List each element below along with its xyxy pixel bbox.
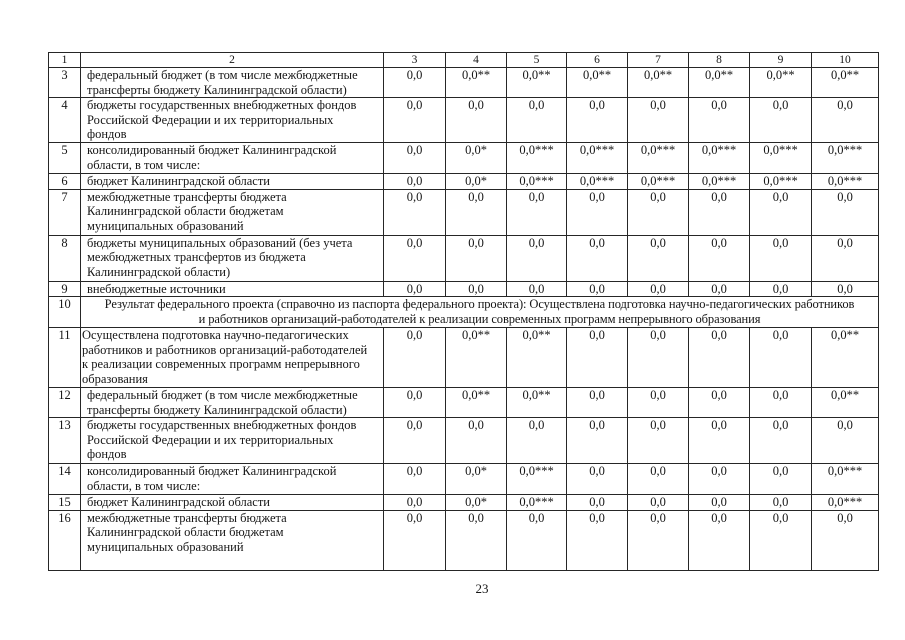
- value-cell: 0,0*: [446, 464, 507, 495]
- value-cell: 0,0***: [507, 495, 567, 511]
- value-cell: 0,0: [750, 328, 812, 388]
- value-cell: 0,0: [567, 495, 628, 511]
- description-line: Калининградской области): [87, 264, 231, 279]
- value-cell: 0,0: [567, 418, 628, 464]
- value-cell: 0,0***: [812, 143, 879, 174]
- row-description-cell: [81, 189, 384, 235]
- value-cell: 0,0: [812, 418, 879, 464]
- row-number-cell: 4: [49, 98, 81, 143]
- value-cell: 0,0: [507, 281, 567, 297]
- value-cell: 0,0***: [812, 174, 879, 190]
- description-line: федеральный бюджет (в том числе межбюджетные: [87, 68, 358, 82]
- value-cell: 0,0: [507, 235, 567, 281]
- value-cell: 0,0: [750, 510, 812, 570]
- row-description-cell: [81, 235, 384, 281]
- value-cell: 0,0**: [750, 68, 812, 98]
- table-row: [49, 388, 879, 418]
- row-number-cell: 15: [49, 495, 81, 511]
- value-cell: 0,0***: [507, 143, 567, 174]
- table-row: [49, 143, 879, 174]
- table-row: [49, 189, 879, 235]
- description-line: консолидированный бюджет Калининградской: [87, 143, 337, 157]
- value-cell: 0,0: [628, 388, 689, 418]
- value-cell: 0,0: [567, 464, 628, 495]
- description-line: области, в том числе:: [87, 157, 201, 172]
- value-cell: 0,0***: [628, 174, 689, 190]
- value-cell: 0,0: [567, 510, 628, 570]
- description-line: муниципальных образований: [87, 218, 244, 233]
- value-cell: 0,0***: [567, 143, 628, 174]
- value-cell: 0,0*: [446, 495, 507, 511]
- value-cell: 0,0: [628, 418, 689, 464]
- value-cell: 0,0**: [446, 68, 507, 98]
- value-cell: 0,0: [689, 328, 750, 388]
- value-cell: 0,0: [689, 189, 750, 235]
- budget-table: [48, 52, 879, 571]
- value-cell: 0,0: [689, 388, 750, 418]
- value-cell: 0,0***: [567, 174, 628, 190]
- value-cell: 0,0: [384, 510, 446, 570]
- column-number-cell: 4: [446, 53, 507, 68]
- row-description-cell: [81, 174, 384, 190]
- description-line: межбюджетные трансферты бюджета: [87, 510, 287, 525]
- table-row: [49, 98, 879, 143]
- value-cell: 0,0**: [507, 68, 567, 98]
- description-line: Российской Федерации и их территориальных: [87, 432, 334, 447]
- value-cell: 0,0: [507, 510, 567, 570]
- column-number-cell: 5: [507, 53, 567, 68]
- table-row: [49, 510, 879, 570]
- row-number-cell: 9: [49, 281, 81, 297]
- row-number-cell: 8: [49, 235, 81, 281]
- value-cell: 0,0**: [446, 388, 507, 418]
- value-cell: 0,0***: [812, 495, 879, 511]
- value-cell: 0,0: [384, 143, 446, 174]
- value-cell: 0,0: [689, 510, 750, 570]
- value-cell: 0,0: [750, 388, 812, 418]
- table-row: [49, 281, 879, 297]
- value-cell: 0,0: [384, 68, 446, 98]
- description-line: бюджет Калининградской области: [87, 174, 270, 188]
- table-row: [49, 328, 879, 388]
- value-cell: 0,0: [750, 189, 812, 235]
- description-line: работников и работников организаций-работодателей: [82, 342, 368, 357]
- value-cell: 0,0: [689, 418, 750, 464]
- value-cell: 0,0: [628, 510, 689, 570]
- column-number-cell: 1: [49, 53, 81, 68]
- value-cell: 0,0**: [628, 68, 689, 98]
- value-cell: 0,0: [750, 235, 812, 281]
- description-line: бюджеты государственных внебюджетных фондов: [87, 418, 357, 432]
- value-cell: 0,0: [567, 281, 628, 297]
- value-cell: 0,0: [567, 189, 628, 235]
- description-line: трансферты бюджету Калининградской области): [87, 402, 347, 417]
- column-number-cell: 3: [384, 53, 446, 68]
- value-cell: 0,0: [628, 495, 689, 511]
- table-row: [49, 418, 879, 464]
- table-row: [49, 68, 879, 98]
- table-header-row: [49, 53, 879, 68]
- value-cell: 0,0***: [750, 143, 812, 174]
- column-number-cell: 8: [689, 53, 750, 68]
- value-cell: 0,0: [628, 189, 689, 235]
- table-row: [49, 464, 879, 495]
- description-line: консолидированный бюджет Калининградской: [87, 464, 337, 478]
- value-cell: 0,0: [446, 281, 507, 297]
- row-description-cell: [81, 328, 384, 388]
- value-cell: 0,0*: [446, 174, 507, 190]
- row-description-cell: [81, 143, 384, 174]
- value-cell: 0,0: [812, 189, 879, 235]
- table-row: [49, 235, 879, 281]
- value-cell: 0,0: [750, 418, 812, 464]
- value-cell: 0,0: [446, 235, 507, 281]
- value-cell: 0,0: [689, 495, 750, 511]
- row-number-cell: 7: [49, 189, 81, 235]
- row-number-cell: 6: [49, 174, 81, 190]
- value-cell: 0,0: [567, 98, 628, 143]
- value-cell: 0,0: [446, 98, 507, 143]
- row-number-cell: 5: [49, 143, 81, 174]
- value-cell: 0,0***: [750, 174, 812, 190]
- description-line: Калининградской области бюджетам: [87, 204, 284, 218]
- value-cell: 0,0: [628, 328, 689, 388]
- description-line: бюджеты муниципальных образований (без учета: [87, 235, 353, 250]
- description-line: межбюджетных трансфертов из бюджета: [87, 250, 306, 264]
- row-description-cell: [81, 98, 384, 143]
- value-cell: 0,0: [628, 464, 689, 495]
- value-cell: 0,0**: [689, 68, 750, 98]
- column-number-cell: 9: [750, 53, 812, 68]
- value-cell: 0,0: [507, 418, 567, 464]
- value-cell: 0,0: [689, 281, 750, 297]
- description-line: межбюджетные трансферты бюджета: [87, 189, 287, 204]
- row-description-cell: [81, 418, 384, 464]
- value-cell: 0,0***: [507, 174, 567, 190]
- value-cell: 0,0: [750, 98, 812, 143]
- description-line: образования: [82, 371, 148, 386]
- value-cell: 0,0: [628, 281, 689, 297]
- value-cell: 0,0: [567, 235, 628, 281]
- value-cell: 0,0: [507, 98, 567, 143]
- page-number: 23: [475, 581, 489, 596]
- row-number-cell: 14: [49, 464, 81, 495]
- value-cell: 0,0**: [812, 68, 879, 98]
- value-cell: 0,0**: [446, 328, 507, 388]
- row-number-cell: 10: [49, 297, 81, 328]
- row-description-cell: [81, 388, 384, 418]
- column-number-cell: 10: [812, 53, 879, 68]
- row-description-cell: [81, 510, 384, 570]
- section-result-row: [49, 297, 879, 328]
- value-cell: 0,0: [628, 98, 689, 143]
- value-cell: 0,0: [384, 418, 446, 464]
- description-line: к реализации современных программ непрерывного: [82, 357, 360, 371]
- value-cell: 0,0: [628, 235, 689, 281]
- row-number-cell: 11: [49, 328, 81, 388]
- description-line: Осуществлена подготовка научно-педагогических: [82, 328, 349, 342]
- description-line: бюджет Калининградской области: [87, 495, 270, 509]
- description-line: бюджеты государственных внебюджетных фондов: [87, 98, 357, 112]
- value-cell: 0,0**: [507, 328, 567, 388]
- description-line: Российской Федерации и их территориальных: [87, 112, 334, 127]
- value-cell: 0,0: [567, 328, 628, 388]
- value-cell: 0,0: [567, 388, 628, 418]
- value-cell: 0,0: [750, 464, 812, 495]
- description-line: фондов: [87, 127, 127, 141]
- table-row: [49, 174, 879, 190]
- description-line: Калининградской области бюджетам: [87, 525, 284, 539]
- row-number-cell: 3: [49, 68, 81, 98]
- value-cell: 0,0: [384, 235, 446, 281]
- column-number-cell: 2: [81, 53, 384, 68]
- value-cell: 0,0: [446, 189, 507, 235]
- value-cell: 0,0**: [812, 388, 879, 418]
- value-cell: 0,0: [384, 495, 446, 511]
- description-line: фондов: [87, 447, 127, 461]
- section-title-cell: [81, 297, 879, 328]
- value-cell: 0,0: [689, 464, 750, 495]
- value-cell: 0,0***: [689, 174, 750, 190]
- column-number-cell: 6: [567, 53, 628, 68]
- value-cell: 0,0: [812, 98, 879, 143]
- row-description-cell: [81, 464, 384, 495]
- value-cell: 0,0**: [812, 328, 879, 388]
- column-number-cell: 7: [628, 53, 689, 68]
- value-cell: 0,0: [446, 510, 507, 570]
- value-cell: 0,0: [384, 189, 446, 235]
- value-cell: 0,0: [750, 281, 812, 297]
- value-cell: 0,0**: [567, 68, 628, 98]
- value-cell: 0,0: [812, 235, 879, 281]
- section-title-line: и работников организаций-работодателей к реализации современных программ непрерывного образования: [198, 311, 761, 326]
- value-cell: 0,0: [384, 98, 446, 143]
- description-line: трансферты бюджету Калининградской области): [87, 82, 347, 97]
- description-line: муниципальных образований: [87, 539, 244, 554]
- description-line: внебюджетные источники: [87, 281, 226, 296]
- value-cell: 0,0: [384, 281, 446, 297]
- row-number-cell: 16: [49, 510, 81, 570]
- value-cell: 0,0**: [507, 388, 567, 418]
- value-cell: 0,0: [750, 495, 812, 511]
- value-cell: 0,0: [812, 281, 879, 297]
- row-description-cell: [81, 281, 384, 297]
- row-number-cell: 13: [49, 418, 81, 464]
- value-cell: 0,0*: [446, 143, 507, 174]
- value-cell: 0,0: [384, 388, 446, 418]
- value-cell: 0,0***: [689, 143, 750, 174]
- row-description-cell: [81, 495, 384, 511]
- value-cell: 0,0: [689, 98, 750, 143]
- section-title-line: Результат федерального проекта (справочно из паспорта федерального проекта): Осуществлена подготовка научно-педагогических работников: [104, 297, 855, 311]
- value-cell: 0,0***: [628, 143, 689, 174]
- value-cell: 0,0: [507, 189, 567, 235]
- value-cell: 0,0: [446, 418, 507, 464]
- value-cell: 0,0***: [507, 464, 567, 495]
- value-cell: 0,0: [384, 174, 446, 190]
- value-cell: 0,0: [689, 235, 750, 281]
- description-line: федеральный бюджет (в том числе межбюджетные: [87, 388, 358, 402]
- row-description-cell: [81, 68, 384, 98]
- value-cell: 0,0: [812, 510, 879, 570]
- description-line: области, в том числе:: [87, 478, 201, 493]
- value-cell: 0,0: [384, 464, 446, 495]
- row-number-cell: 12: [49, 388, 81, 418]
- value-cell: 0,0***: [812, 464, 879, 495]
- table-row: [49, 495, 879, 511]
- value-cell: 0,0: [384, 328, 446, 388]
